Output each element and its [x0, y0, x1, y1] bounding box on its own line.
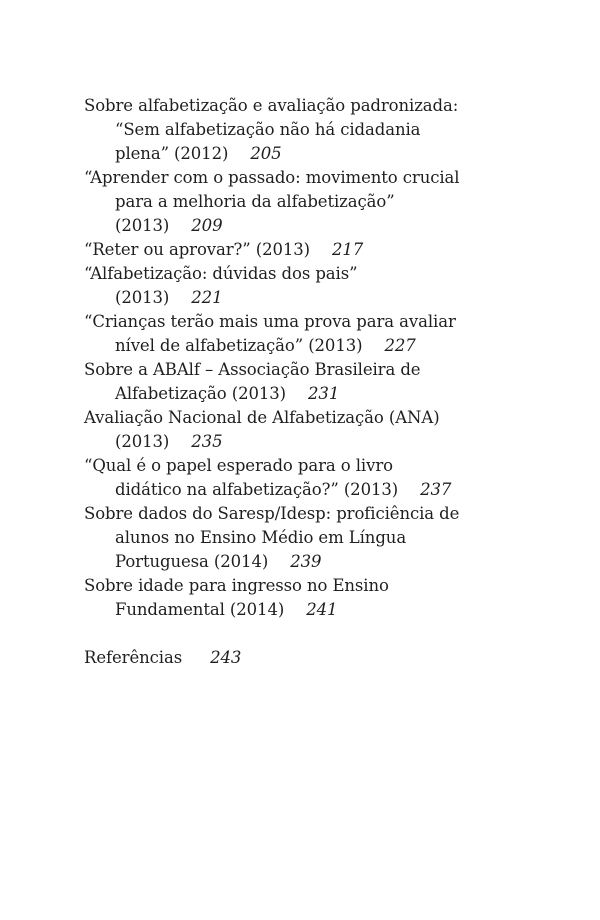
toc-entry: [84, 262, 464, 310]
toc-entry: [84, 406, 464, 454]
toc-entry-title: “Reter ou aprovar?” (2013): [84, 240, 311, 259]
toc-entry-page: 241: [306, 600, 338, 619]
toc-entry: [84, 574, 464, 622]
toc-entry: [84, 502, 464, 574]
toc-entry-title: “Qual é o papel esperado para o livro didático na alfabetização?” (2013): [84, 456, 399, 499]
toc-entry-title: “Crianças terão mais uma prova para avaliar nível de alfabetização” (2013): [84, 312, 456, 355]
toc-entry-title: Sobre dados do Saresp/Idesp: proficiência de alunos no Ensino Médio em Língua Portuguesa (2014): [84, 504, 460, 571]
toc-entry-page: 221: [191, 288, 223, 307]
toc-entry: [84, 454, 464, 502]
toc-entry-title: Sobre idade para ingresso no Ensino Fundamental (2014): [84, 576, 389, 619]
toc-entry: [84, 310, 464, 358]
toc-entry-title: Avaliação Nacional de Alfabetização (ANA) (2013): [84, 408, 440, 451]
toc-entry-title: Sobre alfabetização e avaliação padronizada: “Sem alfabetização não há cidadania plena” (2012): [84, 96, 459, 163]
table-of-contents: [84, 94, 464, 670]
toc-entry-title: Sobre a ABAlf – Associação Brasileira de Alfabetização (2013): [84, 360, 421, 403]
toc-entry-title: “Aprender com o passado: movimento crucial para a melhoria da alfabetização” (2013): [84, 168, 460, 235]
toc-entry-page: 235: [191, 432, 223, 451]
toc-entry-page: 217: [332, 240, 364, 259]
toc-references-entry: [84, 646, 464, 670]
toc-entry-page: 205: [250, 144, 282, 163]
toc-entry-page: 237: [420, 480, 452, 499]
toc-references-title: Referências: [84, 648, 183, 667]
toc-entry: [84, 94, 464, 166]
toc-entry-page: 239: [290, 552, 322, 571]
toc-entry-title: “Alfabetização: dúvidas dos pais” (2013): [84, 264, 358, 307]
toc-entry-page: 227: [384, 336, 416, 355]
toc-references-page: 243: [210, 648, 242, 667]
toc-entry-page: 231: [308, 384, 340, 403]
toc-entry: [84, 238, 464, 262]
toc-entry: [84, 166, 464, 238]
toc-entry-page: 209: [191, 216, 223, 235]
toc-entry: [84, 358, 464, 406]
